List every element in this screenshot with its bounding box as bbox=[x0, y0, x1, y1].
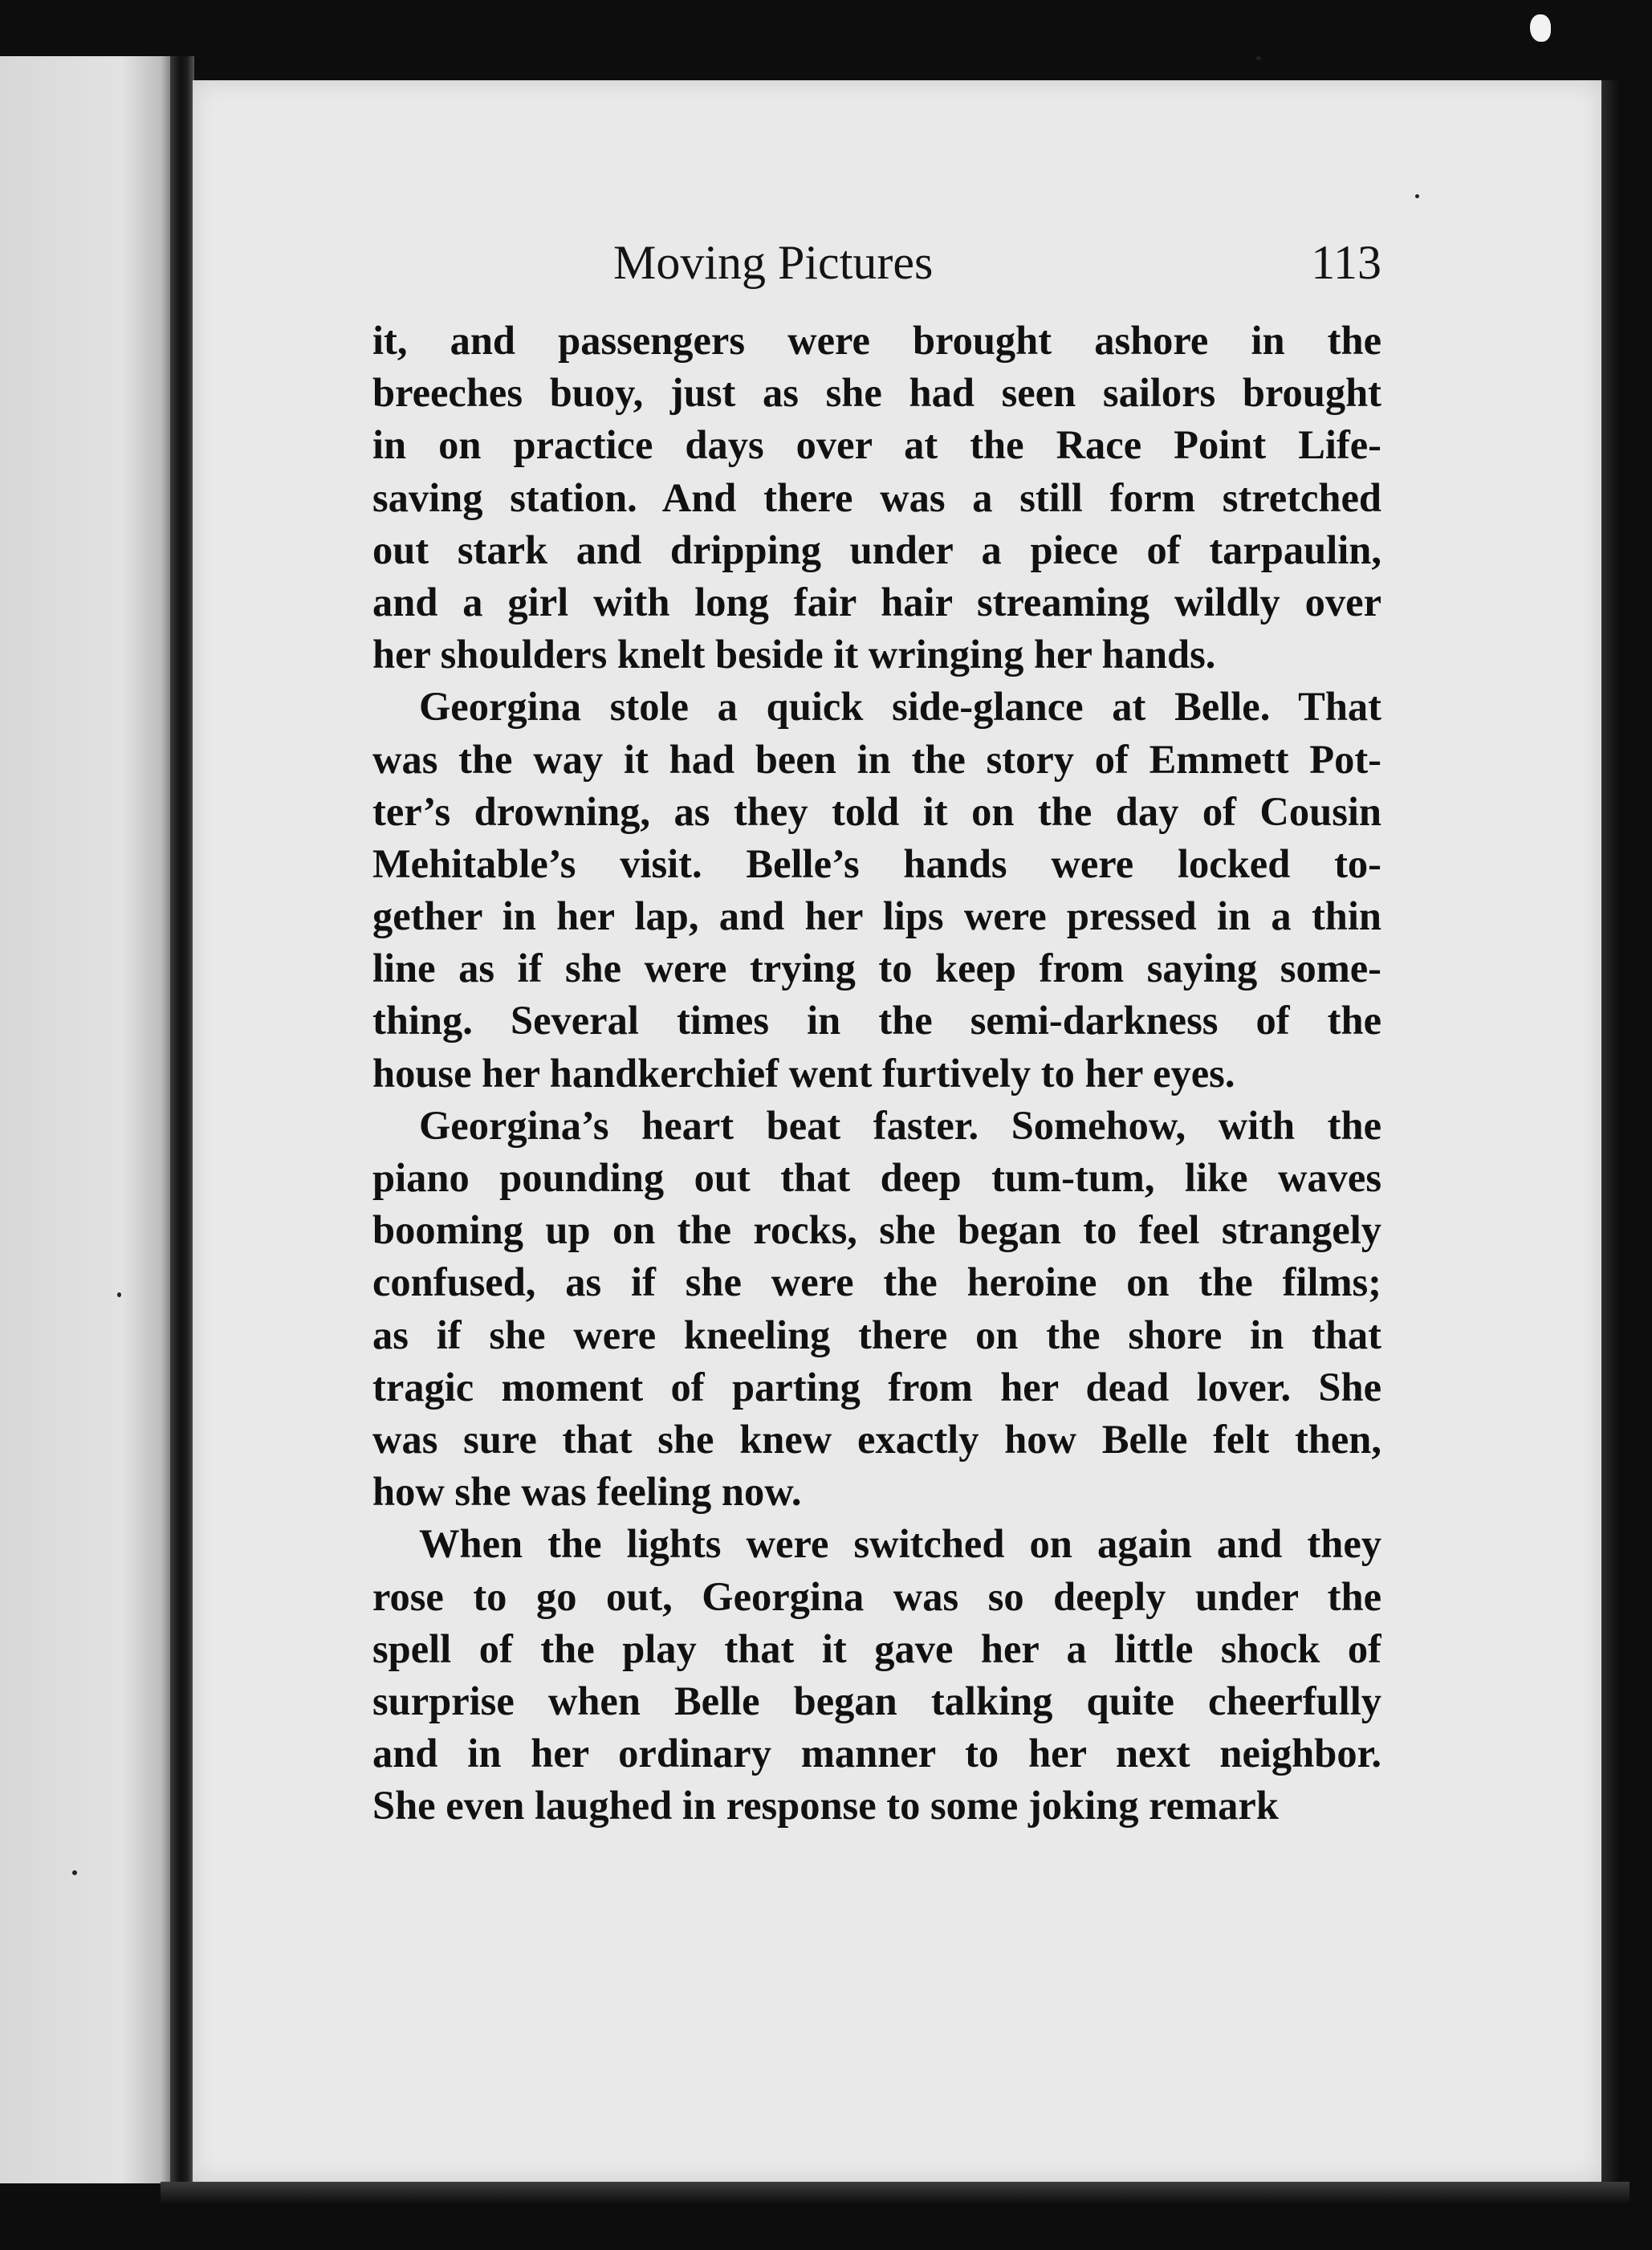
text-line: ter’s drowning, as they told it on the day of Cousin bbox=[372, 788, 1381, 834]
paragraph bbox=[372, 1100, 1381, 1519]
text-line: confused, as if she were the heroine on the films; bbox=[372, 1259, 1381, 1305]
scan-speck bbox=[72, 1870, 77, 1875]
text-line: line as if she were trying to keep from saying some- bbox=[372, 946, 1381, 991]
body-text bbox=[372, 315, 1381, 1832]
scan-speck bbox=[117, 1292, 121, 1297]
scan-speck bbox=[1415, 194, 1419, 198]
text-line: Mehitable’s visit. Belle’s hands were locked to- bbox=[372, 840, 1381, 886]
scan-corner-mark bbox=[1530, 14, 1551, 42]
text-line: saving station. And there was a still form stretched bbox=[372, 474, 1381, 520]
text-line: was sure that she knew exactly how Belle felt then, bbox=[372, 1416, 1381, 1462]
text-line: how she was feeling now. bbox=[372, 1469, 802, 1515]
paragraph bbox=[372, 1518, 1381, 1832]
page-edge-right bbox=[1601, 80, 1621, 2199]
text-line: it, and passengers were brought ashore in the bbox=[372, 318, 1381, 363]
scan-speck bbox=[1256, 56, 1261, 60]
text-line: spell of the play that it gave her a little shock of bbox=[372, 1625, 1381, 1671]
text-line: Georgina stole a quick side-glance at Belle. That bbox=[419, 684, 1381, 730]
paragraph bbox=[372, 681, 1381, 1100]
text-line: breeches buoy, just as she had seen sailors brought bbox=[372, 370, 1381, 416]
book-gutter bbox=[170, 56, 194, 2191]
running-head bbox=[372, 230, 1381, 295]
text-line: her shoulders knelt beside it wringing her hands. bbox=[372, 632, 1216, 677]
text-line: thing. Several times in the semi-darkness of the bbox=[372, 998, 1381, 1044]
text-line: piano pounding out that deep tum-tum, like waves bbox=[372, 1155, 1381, 1200]
text-line: as if she were kneeling there on the shore in that bbox=[372, 1312, 1381, 1357]
text-line: surprise when Belle began talking quite cheerfully bbox=[372, 1678, 1381, 1723]
text-line: and a girl with long fair hair streaming wildly over bbox=[372, 579, 1381, 625]
text-line: rose to go out, Georgina was so deeply under the bbox=[372, 1573, 1381, 1619]
text-line: gether in her lap, and her lips were pressed in a thin bbox=[372, 893, 1381, 939]
running-title: Moving Pictures bbox=[613, 236, 934, 289]
text-line: Georgina’s heart beat faster. Somehow, with the bbox=[419, 1102, 1381, 1148]
text-line: in on practice days over at the Race Point Life- bbox=[372, 422, 1381, 468]
text-line: house her handkerchief went furtively to her eyes. bbox=[372, 1050, 1235, 1096]
page-number: 113 bbox=[1311, 236, 1381, 289]
text-line: out stark and dripping under a piece of tarpaulin, bbox=[372, 527, 1381, 572]
paragraph bbox=[372, 315, 1381, 681]
text-line: tragic moment of parting from her dead lover. She bbox=[372, 1364, 1381, 1410]
text-line: When the lights were switched on again and they bbox=[419, 1521, 1381, 1567]
text-line: was the way it had been in the story of Emmett Pot- bbox=[372, 736, 1381, 782]
text-line: booming up on the rocks, she began to feel strangely bbox=[372, 1207, 1381, 1253]
text-line: She even laughed in response to some joking remark bbox=[372, 1783, 1279, 1829]
text-line: and in her ordinary manner to her next neighbor. bbox=[372, 1731, 1381, 1776]
adjacent-page-edge bbox=[0, 56, 175, 2183]
page-edge-bottom bbox=[161, 2182, 1630, 2206]
